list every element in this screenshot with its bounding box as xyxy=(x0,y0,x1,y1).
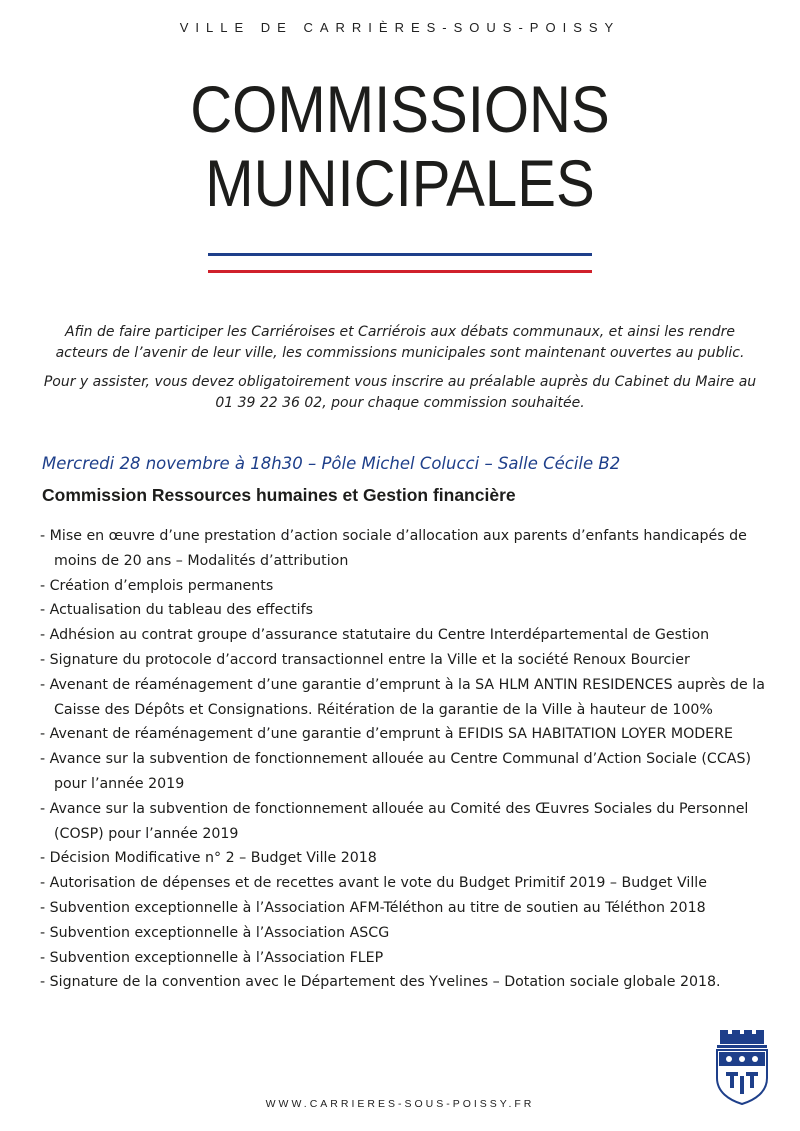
website-link[interactable]: WWW.CARRIERES-SOUS-POISSY.FR xyxy=(265,1098,535,1110)
city-crest-icon xyxy=(712,1026,772,1106)
tricolor-red-line xyxy=(208,270,592,273)
agenda-item: - Autorisation de dépenses et de recettes avant le vote du Budget Primitif 2019 – Budget Ville xyxy=(40,871,770,896)
agenda-item: - Subvention exceptionnelle à l’Association AFM-Téléthon au titre de soutien au Téléthon 2018 xyxy=(40,896,770,921)
agenda-item: - Mise en œuvre d’une prestation d’action sociale d’allocation aux parents d’enfants handicapés de moins de 20 ans – Modalités d’attribution xyxy=(40,524,770,574)
tricolor-blue-line xyxy=(208,253,592,256)
agenda-item: - Décision Modificative n° 2 – Budget Ville 2018 xyxy=(40,846,770,871)
title-line-2: MUNICIPALES xyxy=(205,146,595,220)
meeting-datetime-place: Mercredi 28 novembre à 18h30 – Pôle Michel Colucci – Salle Cécile B2 xyxy=(42,454,621,473)
page-title xyxy=(48,72,752,220)
agenda-item: - Création d’emplois permanents xyxy=(40,574,770,599)
agenda-list xyxy=(40,524,770,995)
agenda-item: - Adhésion au contrat groupe d’assurance statutaire du Centre Interdépartemental de Gestion xyxy=(40,623,770,648)
commission-title: Commission Ressources humaines et Gestion financière xyxy=(42,485,516,505)
agenda-item: - Subvention exceptionnelle à l’Association ASCG xyxy=(40,921,770,946)
intro-text xyxy=(40,322,760,422)
title-line-1: COMMISSIONS xyxy=(190,72,610,146)
agenda-item: - Avance sur la subvention de fonctionnement allouée au Centre Communal d’Action Sociale (CCAS) pour l’année 2019 xyxy=(40,747,770,797)
intro-paragraph-1: Afin de faire participer les Carriéroises et Carriérois aux débats communaux, et ainsi les rendre acteurs de l’avenir de leur ville, les commissions municipales sont maintenant ouvertes au public. xyxy=(55,324,745,361)
intro-paragraph-2: Pour y assister, vous devez obligatoirement vous inscrire au préalable auprès du Cabinet du Maire au 01 39 22 36 02, pour chaque commission souhaitée. xyxy=(43,374,757,411)
agenda-item: - Avance sur la subvention de fonctionnement allouée au Comité des Œuvres Sociales du Personnel (COSP) pour l’année 2019 xyxy=(40,797,770,847)
agenda-item: - Actualisation du tableau des effectifs xyxy=(40,598,770,623)
agenda-item: - Signature de la convention avec le Département des Yvelines – Dotation sociale globale 2018. xyxy=(40,970,770,995)
agenda-item: - Avenant de réaménagement d’une garantie d’emprunt à la SA HLM ANTIN RESIDENCES auprès de la Caisse des Dépôts et Consignations. Réitération de la garantie de la Ville à hauteur de 100% xyxy=(40,673,770,723)
agenda-item: - Avenant de réaménagement d’une garantie d’emprunt à EFIDIS SA HABITATION LOYER MODERE xyxy=(40,722,770,747)
city-name: VILLE DE CARRIÈRES-SOUS-POISSY xyxy=(179,20,621,35)
agenda-item: - Signature du protocole d’accord transactionnel entre la Ville et la société Renoux Bourcier xyxy=(40,648,770,673)
agenda-item: - Subvention exceptionnelle à l’Association FLEP xyxy=(40,946,770,971)
